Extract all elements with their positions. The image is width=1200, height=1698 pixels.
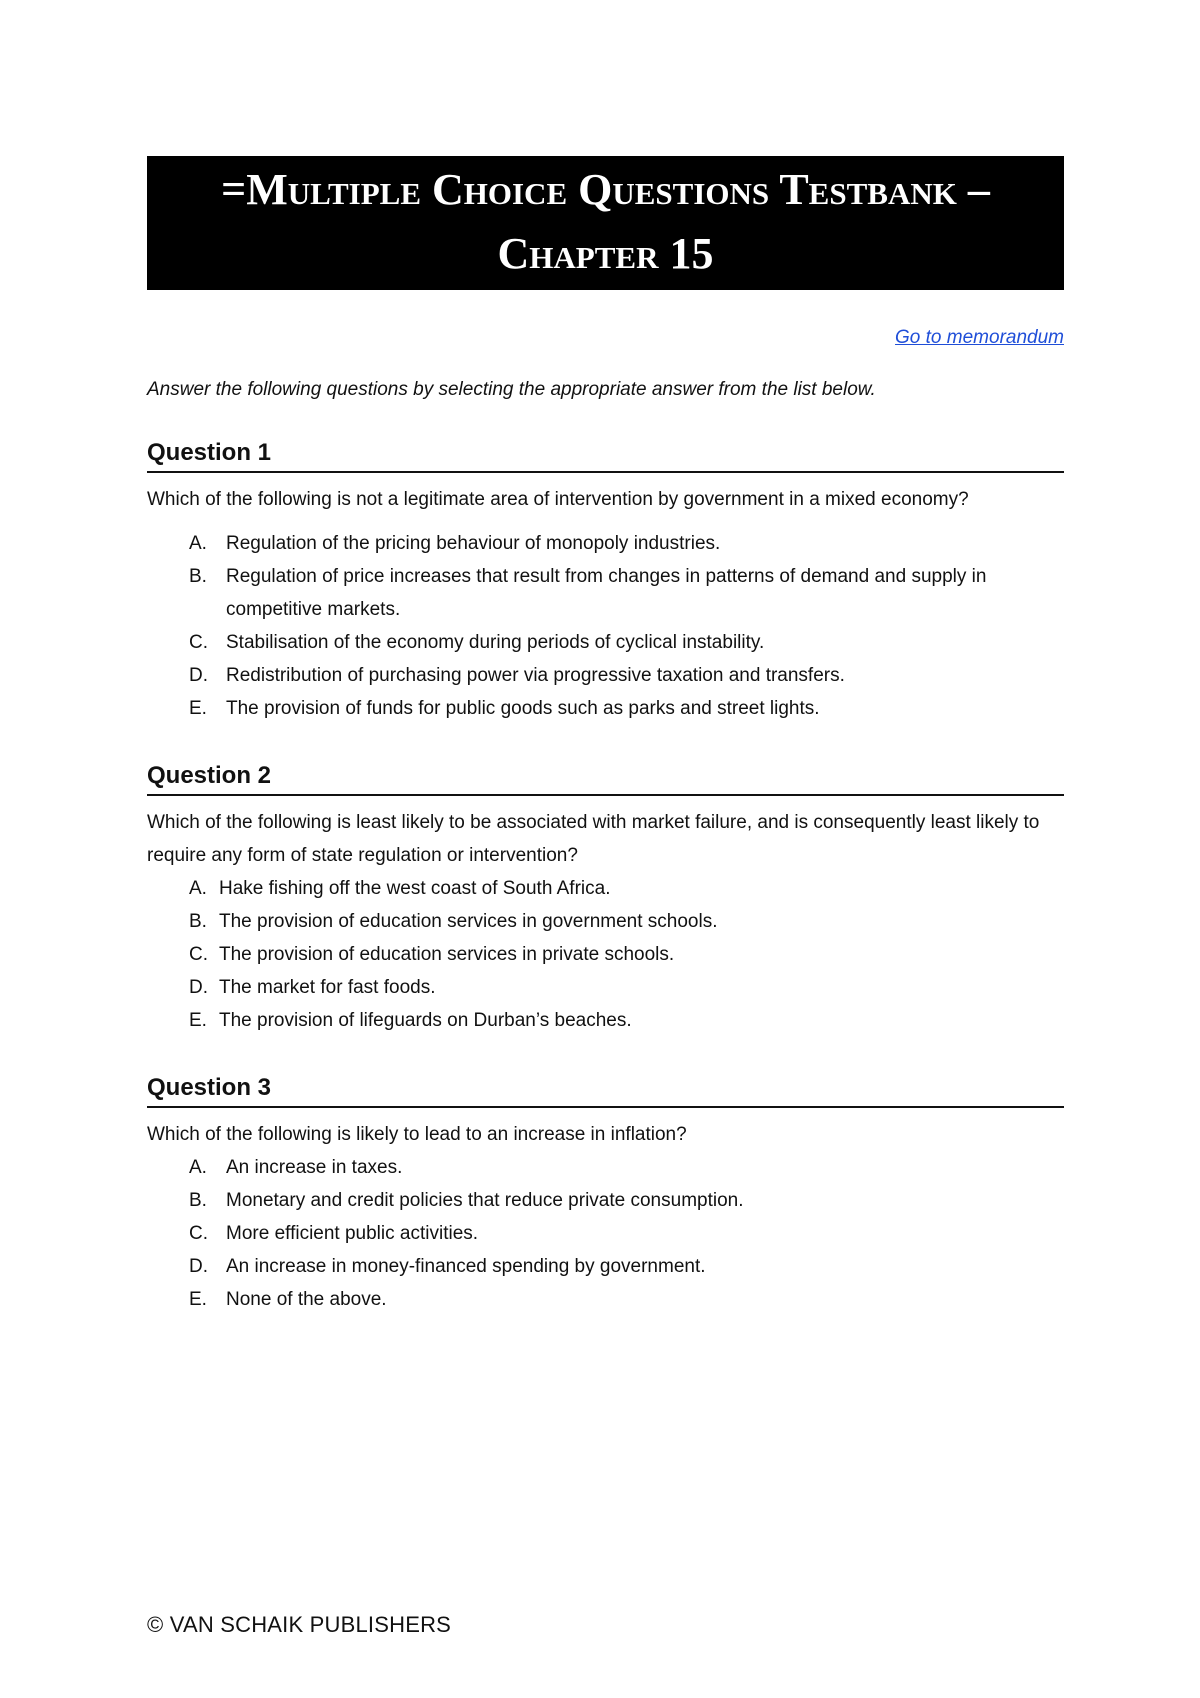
question-stem: Which of the following is likely to lead to an increase in inflation? — [147, 1124, 687, 1145]
option-letter: E. — [189, 1289, 207, 1310]
question-heading: Question 1 — [147, 439, 1064, 473]
option-text: Stabilisation of the economy during periods of cyclical instability. — [226, 632, 765, 653]
title-line-2: Chapter 15 — [497, 229, 714, 278]
option-a[interactable] — [147, 527, 1064, 560]
option-text: Regulation of price increases that result from changes in patterns of demand and supply in competitive markets. — [226, 566, 987, 620]
question-1 — [147, 439, 1064, 725]
option-text: The market for fast foods. — [219, 977, 436, 998]
option-b[interactable] — [147, 1184, 1064, 1217]
option-letter: C. — [189, 1223, 208, 1244]
option-d[interactable] — [147, 971, 1064, 1004]
instructions-text: Answer the following questions by selecting the appropriate answer from the list below. — [147, 379, 876, 400]
option-letter: C. — [189, 632, 208, 653]
page-title — [147, 156, 1064, 290]
option-text: An increase in taxes. — [226, 1157, 403, 1178]
option-list — [147, 527, 1064, 725]
option-text: Hake fishing off the west coast of South Africa. — [219, 878, 611, 899]
option-list — [147, 1151, 1064, 1316]
option-text: Monetary and credit policies that reduce private consumption. — [226, 1190, 744, 1211]
copyright-footer: © VAN SCHAIK PUBLISHERS — [147, 1612, 452, 1637]
option-text: The provision of education services in private schools. — [219, 944, 675, 965]
option-text: None of the above. — [226, 1289, 387, 1310]
option-letter: B. — [189, 566, 207, 587]
option-d[interactable] — [147, 1250, 1064, 1283]
option-letter: B. — [189, 1190, 207, 1211]
option-text: Redistribution of purchasing power via progressive taxation and transfers. — [226, 665, 845, 686]
option-text: An increase in money-financed spending by government. — [226, 1256, 706, 1277]
option-c[interactable] — [147, 938, 1064, 971]
question-heading: Question 3 — [147, 1074, 1064, 1108]
option-letter: E. — [189, 1010, 207, 1031]
memorandum-link[interactable]: Go to memorandum — [895, 327, 1064, 348]
question-stem: Which of the following is least likely to be associated with market failure, and is consequently least likely to require any form of state regulation or intervention? — [147, 812, 1040, 866]
option-a[interactable] — [147, 1151, 1064, 1184]
memo-row — [147, 327, 1064, 349]
option-c[interactable] — [147, 1217, 1064, 1250]
question-heading: Question 2 — [147, 762, 1064, 796]
option-letter: D. — [189, 665, 208, 686]
question-stem: Which of the following is not a legitimate area of intervention by government in a mixed economy? — [147, 489, 969, 510]
option-list — [147, 872, 1064, 1037]
option-letter: D. — [189, 977, 208, 998]
option-letter: E. — [189, 698, 207, 719]
option-text: The provision of lifeguards on Durban’s beaches. — [219, 1010, 632, 1031]
option-letter: C. — [189, 944, 208, 965]
option-e[interactable] — [147, 1283, 1064, 1316]
option-letter: A. — [189, 533, 207, 554]
option-text: Regulation of the pricing behaviour of monopoly industries. — [226, 533, 721, 554]
option-e[interactable] — [147, 1004, 1064, 1037]
option-letter: B. — [189, 911, 207, 932]
option-e[interactable] — [147, 692, 1064, 725]
question-3 — [147, 1074, 1064, 1316]
option-text: The provision of funds for public goods such as parks and street lights. — [226, 698, 820, 719]
option-letter: A. — [189, 878, 207, 899]
question-2 — [147, 762, 1064, 1037]
option-b[interactable] — [147, 905, 1064, 938]
option-text: More efficient public activities. — [226, 1223, 479, 1244]
title-line-1: =Multiple Choice Questions Testbank – — [221, 165, 990, 214]
option-a[interactable] — [147, 872, 1064, 905]
option-letter: D. — [189, 1256, 208, 1277]
document-page — [147, 156, 1064, 1316]
option-text: The provision of education services in government schools. — [219, 911, 718, 932]
option-b[interactable] — [147, 560, 1064, 626]
option-c[interactable] — [147, 626, 1064, 659]
option-letter: A. — [189, 1157, 207, 1178]
option-d[interactable] — [147, 659, 1064, 692]
